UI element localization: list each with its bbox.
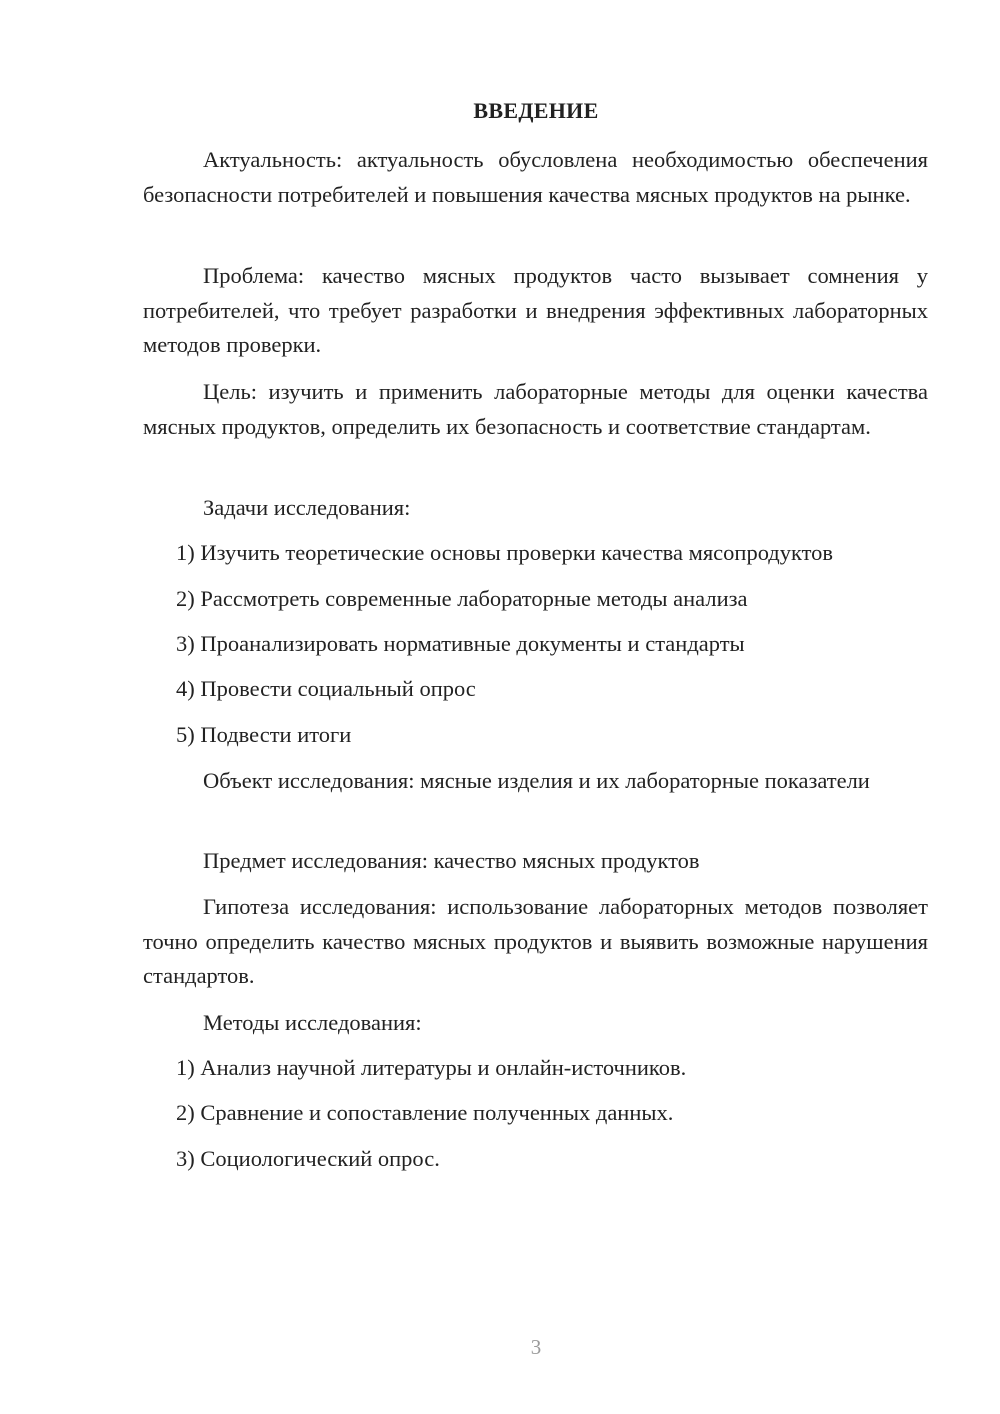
- method-item: 3) Социологический опрос.: [176, 1146, 440, 1171]
- page-title: ВВЕДЕНИЕ: [473, 98, 599, 123]
- goal-paragraph: [143, 375, 928, 444]
- object-paragraph: [143, 764, 928, 799]
- hypothesis-paragraph: [143, 890, 928, 994]
- task-item: 5) Подвести итоги: [176, 722, 352, 747]
- problem-text: Проблема: качество мясных продуктов часто вызывает сомнения у потребителей, что требует разработки и внедрения эффективных лабораторных методов проверки.: [143, 263, 928, 357]
- task-item: 4) Провести социальный опрос: [176, 676, 476, 701]
- task-item: 1) Изучить теоретические основы проверки качества мясопродуктов: [176, 540, 834, 565]
- relevance-paragraph: [143, 143, 928, 212]
- hypothesis-text: Гипотеза исследования: использование лабораторных методов позволяет точно определить качество мясных продуктов и выявить возможные нарушения стандартов.: [143, 894, 928, 988]
- task-item: 3) Проанализировать нормативные документы и стандарты: [176, 631, 745, 656]
- goal-text: Цель: изучить и применить лабораторные методы для оценки качества мясных продуктов, определить их безопасность и соответствие стандартам.: [143, 379, 928, 439]
- subject-line: Предмет исследования: качество мясных продуктов: [203, 848, 700, 873]
- method-item: 2) Сравнение и сопоставление полученных данных.: [176, 1100, 674, 1125]
- task-item: 2) Рассмотреть современные лабораторные методы анализа: [176, 586, 748, 611]
- methods-heading: Методы исследования:: [203, 1010, 422, 1035]
- relevance-text: Актуальность: актуальность обусловлена необходимостью обеспечения безопасности потребителей и повышения качества мясных продуктов на рынке.: [143, 147, 928, 207]
- page-number: 3: [530, 1335, 542, 1359]
- method-item: 1) Анализ научной литературы и онлайн-источников.: [176, 1055, 687, 1080]
- object-text: Объект исследования: мясные изделия и их лабораторные показатели: [203, 768, 870, 793]
- problem-paragraph: [143, 259, 928, 363]
- tasks-heading: Задачи исследования:: [203, 495, 411, 520]
